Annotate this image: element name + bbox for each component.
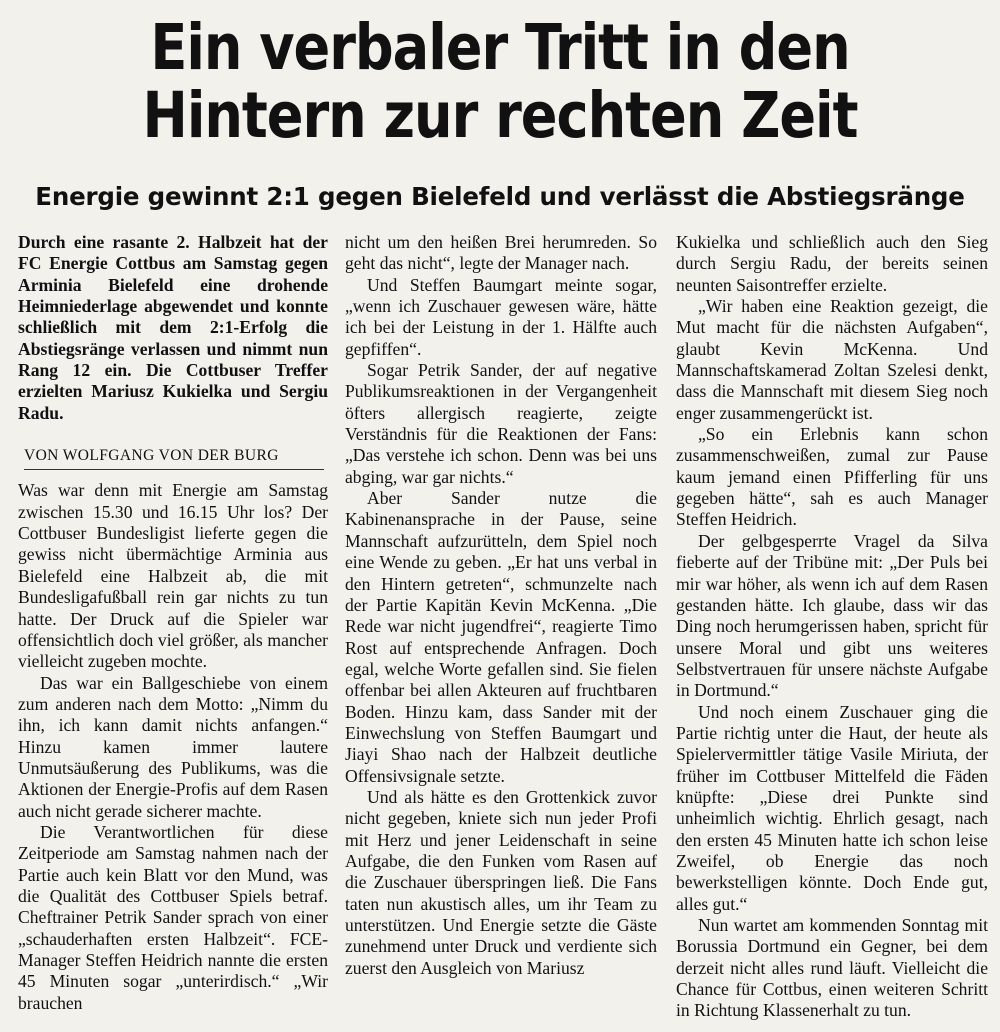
paragraph: Und noch einem Zuschauer ging die Partie richtig unter die Haut, der heute als Spielervermittler tätige Vasile Miriuta, der früher im Cottbuser Mittelfeld die Fäden knüpfte: „Diese drei Punkte sind unheimlich wichtig. Ehrlich gesagt, nach den ersten 45 Minuten hatte ich schon leise Zweifel, ob Energie das noch bewerkstelligen könnte. Doch Ende gut, alles gut.“ bbox=[676, 701, 988, 914]
article-column-3 bbox=[676, 232, 988, 1022]
article-column-2 bbox=[345, 232, 657, 979]
paragraph: „Wir haben eine Reaktion gezeigt, die Mut macht für die nächsten Aufgaben“, glaubt Kevin McKenna. Und Mannschaftskamerad Zoltan Szelesi denkt, dass die Mannschaft mit diesem Sieg noch enger zusammengerückt ist. bbox=[676, 296, 988, 423]
headline-line-2: Hintern zur rechten Zeit bbox=[142, 79, 858, 152]
lead-paragraph: Durch eine rasante 2. Halbzeit hat der FC Energie Cottbus am Samstag gegen Arminia Bielefeld eine drohende Heimniederlage abgewendet und konnte schließlich mit dem 2:1-Erfolg die Abstiegsränge verlassen und nimmt nun Rang 12 ein. Die Cottbuser Treffer erzielten Mariusz Kukielka und Sergiu Radu. bbox=[18, 232, 328, 423]
paragraph: Aber Sander nutze die Kabinenansprache in der Pause, seine Mannschaft aufzurütteln, dem Spiel noch eine Wende zu geben. „Er hat uns verbal in den Hintern getreten“, schmunzelte nach der Partie Kapitän Kevin McKenna. „Die Rede war nicht jugendfrei“, reagierte Timo Rost auf entsprechende Anfragen. Doch egal, welche Worte gefallen sind. Sie fielen offenbar bei allen Akteuren auf fruchtbaren Boden. Hinzu kam, dass Sander mit der Einwechslung von Steffen Baumgart und Jiayi Shao nach der Halbzeit deutliche Offensivsignale setzte. bbox=[345, 488, 657, 786]
paragraph: Und als hätte es den Grottenkick zuvor nicht gegeben, kniete sich nun jeder Profi mit Herz und jener Leidenschaft in seine Aufgabe, die den Funken vom Rasen auf die Zuschauer überspringen ließ. Die Fans taten nun akustisch alles, um ihr Team zu unterstützen. Und Energie setzte die Gäste zunehmend unter Druck und verdiente sich zuerst den Ausgleich von Mariusz bbox=[345, 786, 657, 978]
headline-line-1: Ein verbaler Tritt in den bbox=[150, 11, 850, 84]
paragraph: Die Verantwortlichen für diese Zeitperiode am Samstag nahmen nach der Partie auch kein Blatt vor den Mund, was die Qualität des Cottbuser Spiels betraf. Cheftrainer Petrik Sander sprach von einer „schauderhaften ersten Halbzeit“. FCE-Manager Steffen Heidrich nannte die ersten 45 Minuten sogar „unterirdisch.“ „Wir brauchen bbox=[18, 821, 328, 1013]
paragraph: Nun wartet am kommenden Sonntag mit Borussia Dortmund ein Gegner, bei dem derzeit nicht alles rund läuft. Vielleicht die Chance für Cottbus, einen weiteren Schritt in Richtung Klassenerhalt zu tun. bbox=[676, 915, 988, 1021]
paragraph: „So ein Erlebnis kann schon zusammenschweißen, zumal zur Pause kaum jemand einen Pfifferling für uns gegeben hätte“, sah es auch Manager Steffen Heidrich. bbox=[676, 424, 988, 530]
headline bbox=[87, 11, 913, 152]
article-column-1 bbox=[18, 232, 328, 1014]
paragraph: Der gelbgesperrte Vragel da Silva fieberte auf der Tribüne mit: „Der Puls bei mir war höher, als wenn ich auf dem Rasen gestanden hätte. Ich glaube, dass wir das Ding noch herumgerissen haben, spricht für unsere Moral und gibt uns weiteres Selbstvertrauen für unsere nächste Aufgabe in Dortmund.“ bbox=[676, 530, 988, 701]
paragraph: Das war ein Ballgeschiebe von einem zum anderen nach dem Motto: „Nimm du ihn, ich kann damit nichts anfangen.“ Hinzu kamen immer lautere Unmutsäußerung des Publikums, was die Aktionen der Energie-Profis auf dem Rasen auch nicht gerade sicherer machte. bbox=[18, 672, 328, 821]
byline: VON WOLFGANG VON DER BURG bbox=[24, 445, 324, 470]
subheadline: Energie gewinnt 2:1 gegen Bielefeld und verlässt die Abstiegsränge bbox=[35, 182, 965, 211]
paragraph: Kukielka und schließlich auch den Sieg durch Sergiu Radu, der bereits seinen neunten Saisontreffer erzielte. bbox=[676, 232, 988, 295]
paragraph: Und Steffen Baumgart meinte sogar, „wenn ich Zuschauer gewesen wäre, hätte ich bei der Leistung in der 1. Hälfte auch gepfiffen“. bbox=[345, 274, 657, 359]
paragraph: Was war denn mit Energie am Samstag zwischen 15.30 und 16.15 Uhr los? Der Cottbuser Bundesligist lieferte gegen die gewiss nicht übermächtige Arminia aus Bielefeld eine Halbzeit ab, die mit Bundesligafußball rein gar nichts zu tun hatte. Der Druck auf die Spieler war offensichtlich doch viel größer, als mancher vielleicht zugeben mochte. bbox=[18, 480, 328, 672]
paragraph: nicht um den heißen Brei herumreden. So geht das nicht“, legte der Manager nach. bbox=[345, 232, 657, 274]
paragraph: Sogar Petrik Sander, der auf negative Publikumsreaktionen in der Vergangenheit öfters allergisch reagierte, zeigte Verständnis für die Reaktionen der Fans: „Das verstehe ich schon. Denn was bei uns abging, war gar nichts.“ bbox=[345, 360, 657, 487]
